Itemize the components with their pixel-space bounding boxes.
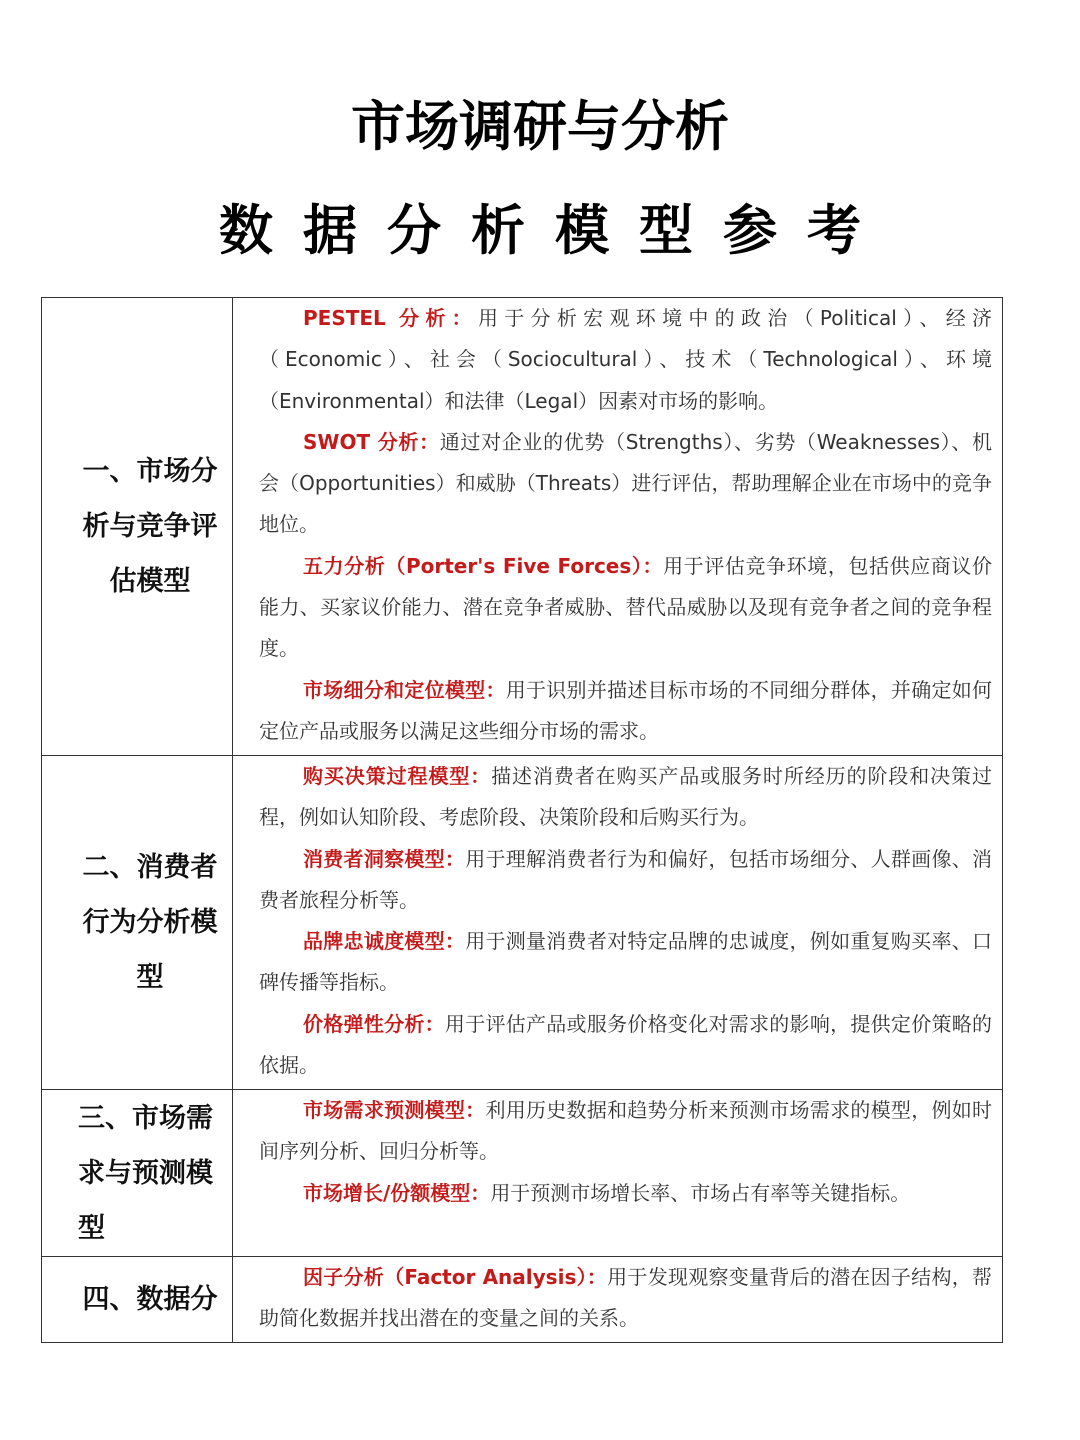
category-label: 四、数据分: [82, 1284, 218, 1315]
description-cell: [233, 756, 1003, 1090]
model-term: 市场细分和定位模型：: [303, 677, 506, 702]
model-entry: [259, 422, 992, 546]
model-term: 消费者洞察模型：: [303, 846, 466, 871]
category-label: 二、消费者行为分析模型: [82, 852, 218, 993]
model-term: 因子分析（Factor Analysis）：: [303, 1265, 608, 1289]
description-cell: [233, 1090, 1003, 1257]
model-term: 市场增长/份额模型：: [303, 1180, 491, 1205]
model-term: PESTEL 分析：: [303, 306, 478, 330]
model-entry: [259, 546, 992, 670]
category-cell: [42, 756, 233, 1090]
page-title: 市场调研与分析: [351, 95, 729, 158]
model-description: 用于测量消费者对特定品牌的忠诚度，例如重复购买率、口碑传播等指标。: [259, 929, 993, 995]
model-entry: [259, 1090, 992, 1173]
model-description: 用于预测市场增长率、市场占有率等关键指标。: [490, 1180, 911, 1205]
model-entry: [259, 1173, 992, 1214]
category-label: 一、市场分析与竞争评估模型: [82, 456, 218, 597]
model-description: 用于发现观察变量背后的潜在因子结构，帮助简化数据并找出潜在的变量之间的关系。: [259, 1265, 992, 1331]
model-entry: [259, 756, 992, 839]
table-row: [42, 756, 1003, 1090]
table-row: [42, 1257, 1003, 1343]
category-label: 三、市场需求与预测模型: [78, 1102, 213, 1244]
model-entry: [259, 1004, 992, 1087]
model-term: 五力分析（Porter's Five Forces）：: [303, 553, 664, 578]
description-cell: [233, 298, 1003, 756]
model-description: 用于评估产品或服务价格变化对需求的影响，提供定价策略的依据。: [259, 1011, 993, 1078]
model-entry: [259, 670, 992, 753]
model-term: SWOT 分析：: [303, 429, 440, 454]
model-description: 用于识别并描述目标市场的不同细分群体，并确定如何定位产品或服务以满足这些细分市场的需求。: [259, 677, 993, 743]
models-table: [41, 297, 1003, 1343]
category-cell: [42, 1090, 233, 1257]
model-entry: [259, 921, 992, 1004]
model-entry: [259, 839, 992, 922]
model-entry: [259, 1257, 992, 1340]
category-cell: [42, 298, 233, 756]
model-description: 用于分析宏观环境中的政治（Political）、经济（Economic）、社会（Sociocultural）、技术（Technological）、环境（Environmental）和法律（Legal）因素对市场的影响。: [259, 306, 992, 413]
table-row: [42, 298, 1003, 756]
model-description: 描述消费者在购买产品或服务时所经历的阶段和决策过程，例如认知阶段、考虑阶段、决策阶段和后购买行为。: [259, 764, 992, 830]
description-cell: [233, 1257, 1003, 1343]
model-term: 价格弹性分析：: [303, 1011, 445, 1036]
model-description: 利用历史数据和趋势分析来预测市场需求的模型，例如时间序列分析、回归分析等。: [259, 1098, 993, 1164]
model-description: 用于评估竞争环境，包括供应商议价能力、买家议价能力、潜在竞争者威胁、替代品威胁以及现有竞争者之间的竞争程度。: [259, 553, 992, 661]
model-description: 用于理解消费者行为和偏好，包括市场细分、人群画像、消费者旅程分析等。: [259, 846, 993, 912]
model-entry: [259, 298, 992, 422]
model-term: 购买决策过程模型：: [303, 764, 492, 788]
model-description: 通过对企业的优势（Strengths）、劣势（Weaknesses）、机会（Opportunities）和威胁（Threats）进行评估，帮助理解企业在市场中的竞争地位。: [259, 429, 992, 537]
model-term: 品牌忠诚度模型：: [303, 929, 466, 954]
model-term: 市场需求预测模型：: [303, 1098, 486, 1122]
category-cell: [42, 1257, 233, 1343]
table-row: [42, 1090, 1003, 1257]
page-subtitle: 数据分析模型参考: [219, 199, 891, 262]
